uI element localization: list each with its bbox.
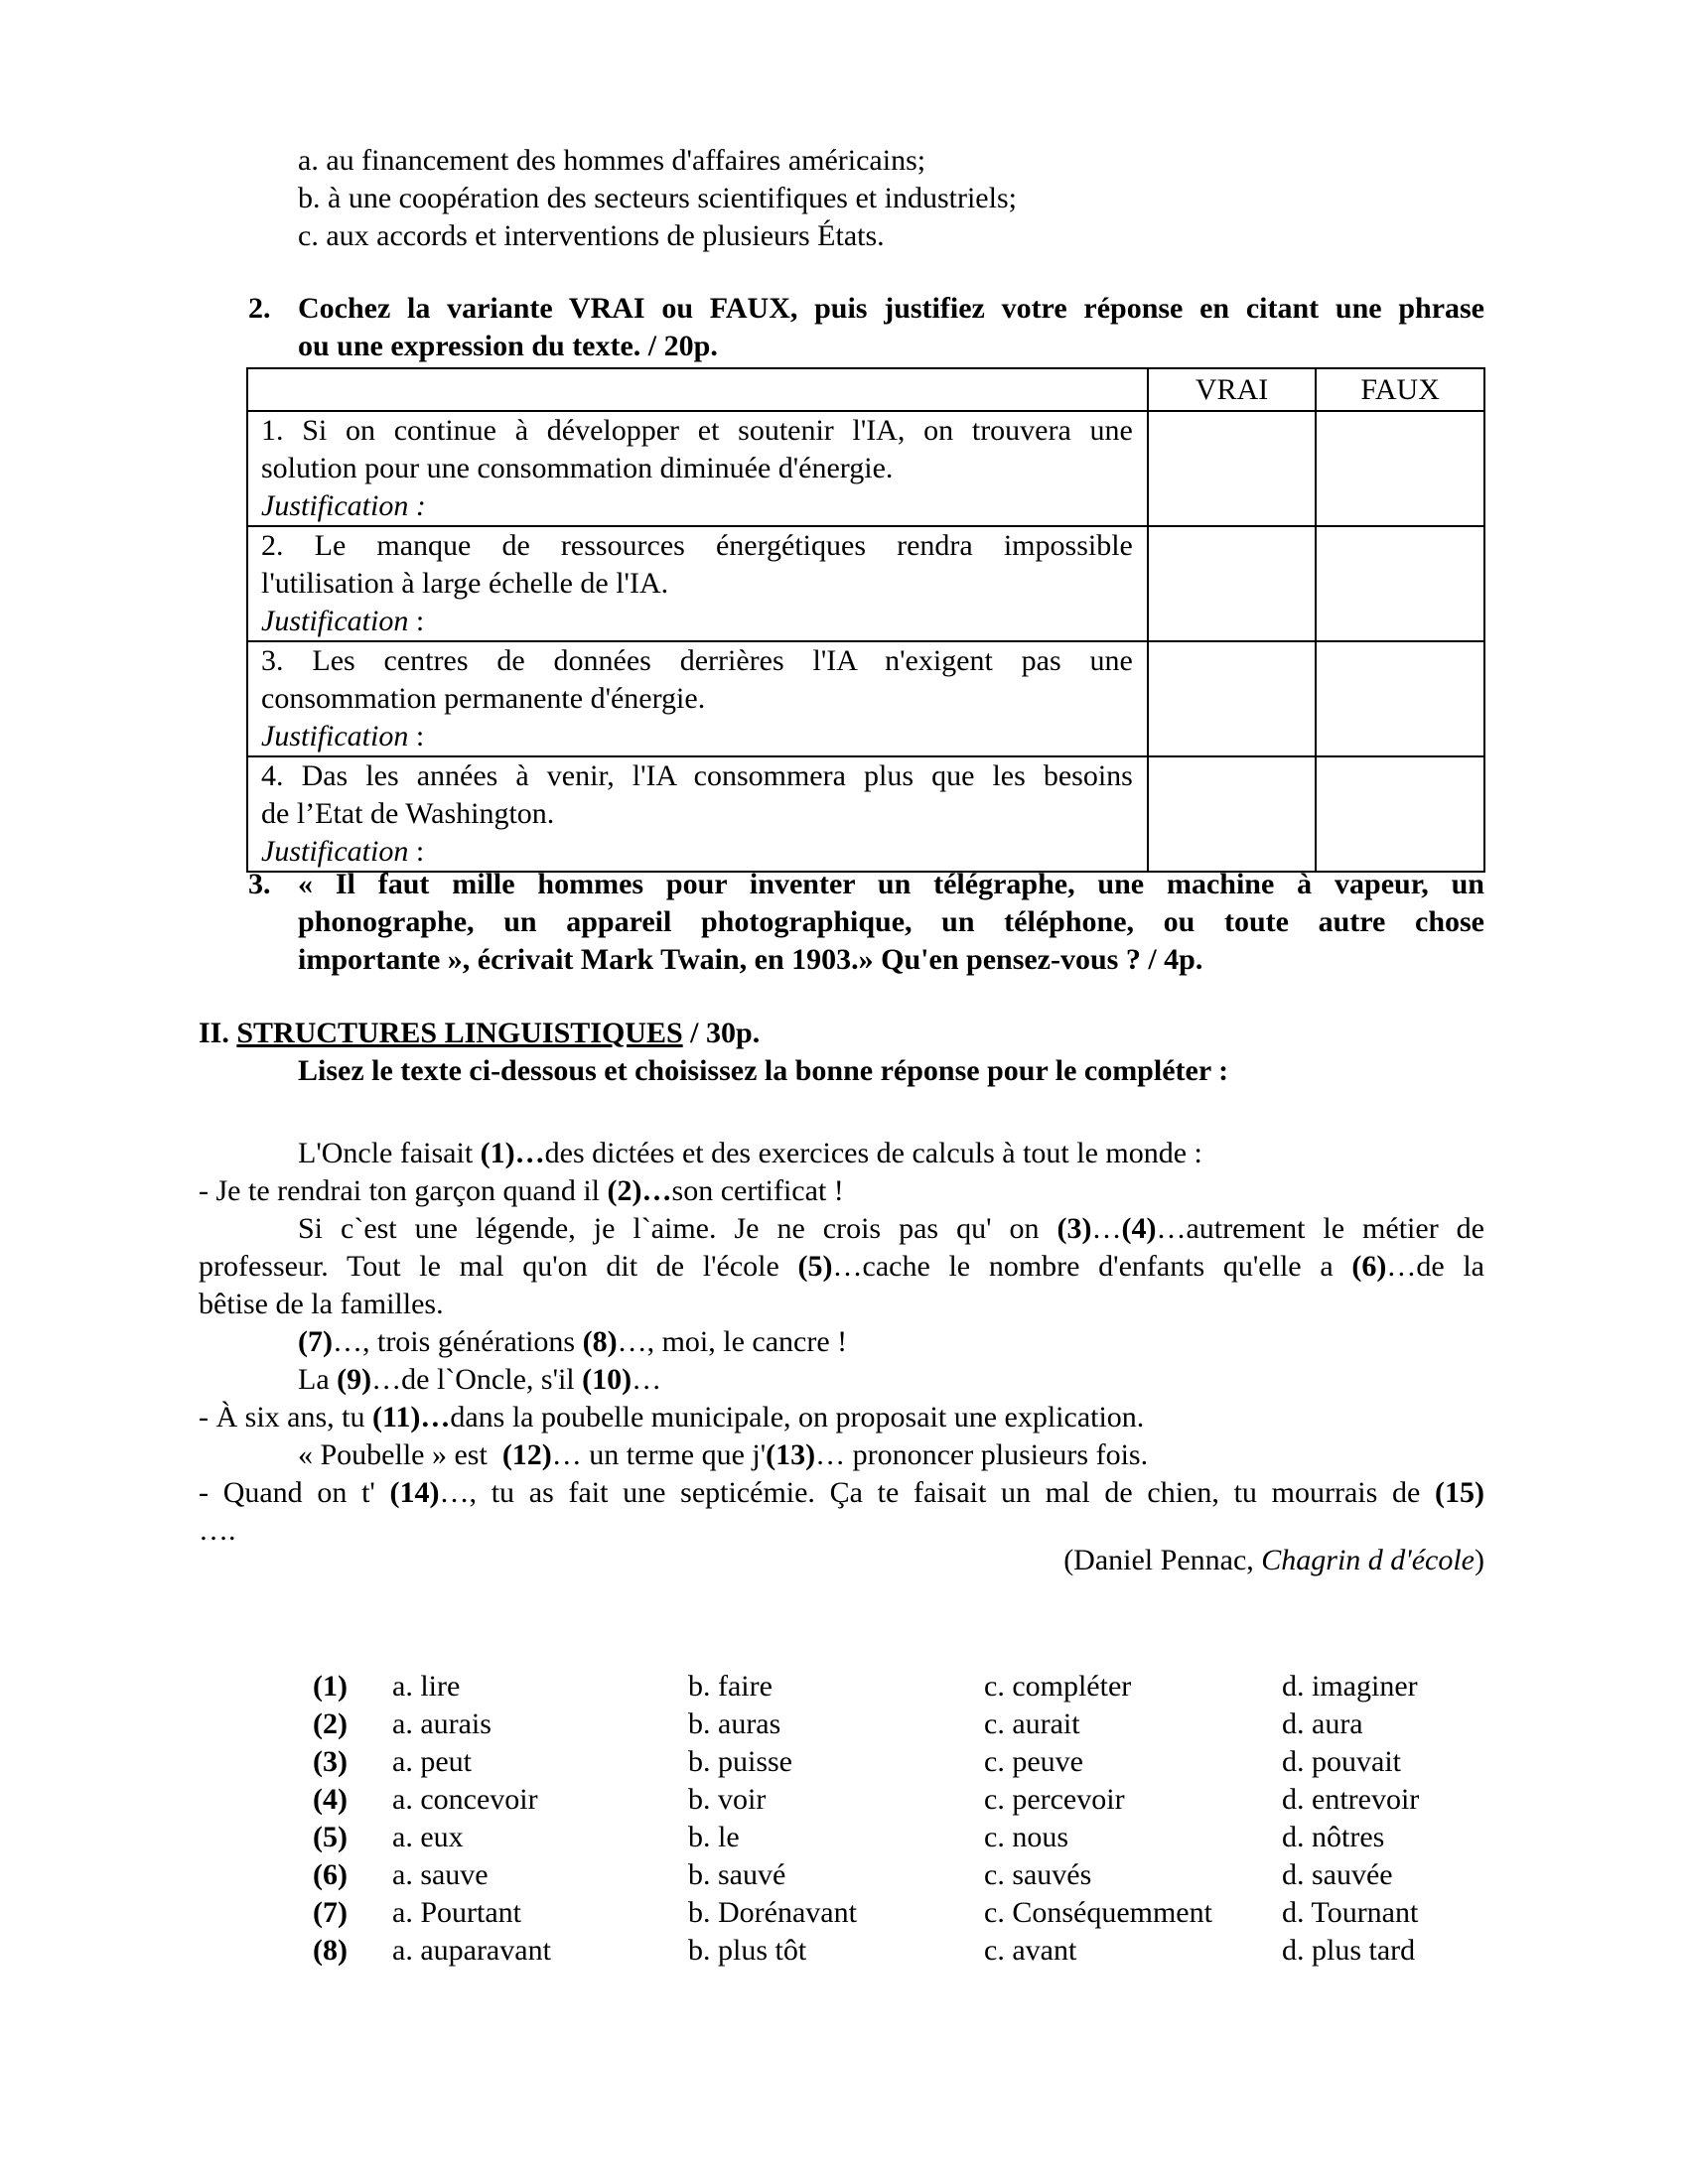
statement-text: 3. Les centres de données derrières l'IA n'exigent pas une bbox=[261, 644, 1133, 677]
text: …, trois générations bbox=[332, 1325, 583, 1358]
choice-option-d[interactable]: d. plus tard bbox=[1282, 1934, 1416, 1967]
table-row bbox=[247, 641, 1484, 756]
section-name: STRUCTURES LINGUISTIQUES bbox=[236, 1017, 683, 1049]
text: Si c`est une légende, je l`aime. Je ne crois pas qu' on bbox=[298, 1212, 1057, 1245]
section-instruction: Lisez le texte ci-dessous et choisissez la bonne réponse pour le compléter : bbox=[298, 1054, 1229, 1087]
vrai-checkbox-cell[interactable] bbox=[1148, 641, 1316, 756]
choice-number: (3) bbox=[313, 1745, 348, 1778]
passage-line bbox=[199, 1399, 1484, 1436]
blank-3: (3) bbox=[1056, 1212, 1092, 1245]
q3-number: 3. bbox=[248, 868, 271, 900]
choice-option-b[interactable]: b. le bbox=[688, 1821, 740, 1853]
statement-text: 4. Das les années à venir, l'IA consommera plus que les besoins bbox=[261, 759, 1133, 792]
choice-option-a[interactable]: a. aurais bbox=[392, 1707, 492, 1740]
choice-option-a[interactable]: a. sauve bbox=[392, 1858, 489, 1891]
choice-option-d[interactable]: d. Tournant bbox=[1282, 1896, 1419, 1929]
choice-option-c[interactable]: c. peuve bbox=[984, 1745, 1083, 1778]
table-row bbox=[247, 526, 1484, 641]
text: … bbox=[632, 1363, 662, 1396]
q3-line1: « Il faut mille hommes pour inventer un télégraphe, une machine à vapeur, un bbox=[298, 868, 1484, 900]
blank-9: (9) bbox=[337, 1363, 372, 1396]
source-author: (Daniel Pennac, bbox=[1063, 1544, 1262, 1576]
section-number: II. bbox=[199, 1017, 237, 1049]
choice-number: (8) bbox=[313, 1934, 348, 1967]
faux-checkbox-cell[interactable] bbox=[1316, 411, 1484, 526]
choice-option-b[interactable]: b. plus tôt bbox=[688, 1934, 807, 1967]
passage-line bbox=[199, 1474, 1484, 1512]
choice-option-c[interactable]: c. Conséquemment bbox=[984, 1896, 1212, 1929]
passage-line bbox=[199, 1135, 1484, 1172]
choice-option-a[interactable]: a. Pourtant bbox=[392, 1896, 521, 1929]
blank-15: (15) bbox=[1435, 1476, 1484, 1509]
choice-option-b[interactable]: b. voir bbox=[688, 1783, 767, 1816]
passage-source bbox=[1063, 1542, 1484, 1579]
text: …, tu as fait une septicémie. Ça te faisait un mal de chien, tu mourrais de bbox=[439, 1476, 1436, 1509]
header-faux: FAUX bbox=[1316, 368, 1484, 411]
choice-option-b[interactable]: b. puisse bbox=[688, 1745, 792, 1778]
choice-row bbox=[313, 1743, 1480, 1781]
q1-option-c: c. aux accords et interventions de plusieurs États. bbox=[298, 219, 885, 252]
answer-choices-grid bbox=[313, 1668, 1480, 1970]
choice-option-a[interactable]: a. peut bbox=[392, 1745, 472, 1778]
text: - À six ans, tu bbox=[199, 1401, 372, 1433]
section-points: / 30p. bbox=[682, 1017, 761, 1049]
q3-line2: phonographe, un appareil photographique, un téléphone, ou toute autre chose bbox=[298, 905, 1484, 938]
blank-4: (4) bbox=[1121, 1212, 1157, 1245]
q2-instruction-line1: Cochez la variante VRAI ou FAUX, puis justifiez votre réponse en citant une phrase bbox=[298, 292, 1484, 325]
faux-checkbox-cell[interactable] bbox=[1316, 526, 1484, 641]
text: - Je te rendrai ton garçon quand il bbox=[199, 1174, 608, 1207]
cloze-passage bbox=[199, 1135, 1484, 1550]
choice-row bbox=[313, 1856, 1480, 1894]
justification-colon: : bbox=[408, 605, 425, 637]
faux-checkbox-cell[interactable] bbox=[1316, 756, 1484, 872]
statement-text: l'utilisation à large échelle de l'IA. bbox=[261, 567, 669, 600]
statement-text: solution pour une consommation diminuée d'énergie. bbox=[261, 452, 894, 484]
statement-text: 1. Si on continue à développer et soutenir l'IA, on trouvera une bbox=[261, 414, 1133, 447]
passage-line bbox=[199, 1210, 1484, 1248]
choice-row bbox=[313, 1819, 1480, 1856]
choice-option-c[interactable]: c. sauvés bbox=[984, 1858, 1092, 1891]
statement-cell bbox=[247, 756, 1148, 872]
text: L'Oncle faisait bbox=[298, 1137, 481, 1169]
blank-13: (13) bbox=[766, 1438, 816, 1471]
choice-option-a[interactable]: a. lire bbox=[392, 1670, 461, 1703]
choice-row bbox=[313, 1668, 1480, 1706]
statement-text: de l’Etat de Washington. bbox=[261, 797, 555, 830]
passage-line bbox=[199, 1436, 1484, 1474]
text: … un terme que j' bbox=[551, 1438, 767, 1471]
choice-row bbox=[313, 1894, 1480, 1932]
justification-colon: : bbox=[408, 835, 425, 868]
choice-number: (5) bbox=[313, 1821, 348, 1853]
choice-number: (6) bbox=[313, 1858, 348, 1891]
source-close: ) bbox=[1475, 1544, 1484, 1576]
text: des dictées et des exercices de calculs à tout le monde : bbox=[544, 1137, 1202, 1169]
blank-5: (5) bbox=[797, 1250, 833, 1283]
choice-number: (2) bbox=[313, 1707, 348, 1740]
statement-text: consommation permanente d'énergie. bbox=[261, 682, 706, 715]
q2-number: 2. bbox=[248, 292, 271, 325]
choice-option-b[interactable]: b. faire bbox=[688, 1670, 773, 1703]
blank-7: (7) bbox=[298, 1325, 333, 1358]
passage-line: bêtise de la familles. bbox=[199, 1288, 444, 1320]
table-row bbox=[247, 756, 1484, 872]
choice-option-d[interactable]: d. sauvée bbox=[1282, 1858, 1393, 1891]
choice-option-c[interactable]: c. avant bbox=[984, 1934, 1077, 1967]
table-row bbox=[247, 411, 1484, 526]
choice-option-d[interactable]: d. imaginer bbox=[1282, 1670, 1418, 1703]
vrai-checkbox-cell[interactable] bbox=[1148, 756, 1316, 872]
choice-option-b[interactable]: b. auras bbox=[688, 1707, 781, 1740]
q1-option-a: a. au financement des hommes d'affaires américains; bbox=[298, 144, 926, 177]
justification-word: Justification bbox=[261, 835, 409, 868]
passage-line bbox=[199, 1323, 1484, 1361]
blank-6: (6) bbox=[1351, 1250, 1387, 1283]
statement-cell bbox=[247, 526, 1148, 641]
blank-12: (12) bbox=[501, 1438, 552, 1471]
q3-line3: importante », écrivait Mark Twain, en 1903.» Qu'en pensez-vous ? / 4p. bbox=[298, 943, 1203, 976]
blank-10: (10) bbox=[582, 1363, 633, 1396]
choice-option-c[interactable]: c. nous bbox=[984, 1821, 1068, 1853]
justification-label: Justification : bbox=[261, 489, 426, 522]
text: …de la bbox=[1386, 1250, 1484, 1283]
q1-option-b: b. à une coopération des secteurs scientifiques et industriels; bbox=[298, 182, 1017, 214]
choice-option-c[interactable]: c. percevoir bbox=[984, 1783, 1125, 1816]
blank-14: (14) bbox=[389, 1476, 440, 1509]
passage-line: …. bbox=[199, 1514, 236, 1547]
choice-row bbox=[313, 1932, 1480, 1970]
header-vrai: VRAI bbox=[1148, 368, 1316, 411]
blank-11: (11)… bbox=[372, 1401, 451, 1433]
text: son certificat ! bbox=[671, 1174, 844, 1207]
text: - Quand on t' bbox=[199, 1476, 390, 1509]
choice-option-b[interactable]: b. sauvé bbox=[688, 1858, 786, 1891]
text: dans la poubelle municipale, on proposait une explication. bbox=[450, 1401, 1145, 1433]
blank-1: (1)… bbox=[480, 1137, 545, 1169]
text: « Poubelle » est bbox=[298, 1438, 502, 1471]
choice-option-b[interactable]: b. Dorénavant bbox=[688, 1896, 857, 1929]
statement-cell bbox=[247, 411, 1148, 526]
passage-line bbox=[199, 1361, 1484, 1399]
section-title bbox=[199, 1015, 760, 1052]
choice-option-c[interactable]: c. aurait bbox=[984, 1707, 1080, 1740]
faux-checkbox-cell[interactable] bbox=[1316, 641, 1484, 756]
header-statement-cell bbox=[247, 368, 1148, 411]
choice-option-d[interactable]: d. pouvait bbox=[1282, 1745, 1401, 1778]
choice-option-d[interactable]: d. aura bbox=[1282, 1707, 1363, 1740]
text: … prononcer plusieurs fois. bbox=[815, 1438, 1149, 1471]
vrai-checkbox-cell[interactable] bbox=[1148, 526, 1316, 641]
choice-number: (7) bbox=[313, 1896, 348, 1929]
text: …autrement le métier de bbox=[1156, 1212, 1484, 1245]
choice-row bbox=[313, 1781, 1480, 1819]
choice-number: (4) bbox=[313, 1783, 348, 1816]
choice-option-d[interactable]: d. nôtres bbox=[1282, 1821, 1385, 1853]
source-title: Chagrin d d'école bbox=[1261, 1544, 1475, 1576]
choice-option-a[interactable]: a. eux bbox=[392, 1821, 464, 1853]
q2-instruction-line2: ou une expression du texte. / 20p. bbox=[298, 330, 718, 362]
text: …cache le nombre d'enfants qu'elle a bbox=[832, 1250, 1352, 1283]
choice-option-c[interactable]: c. compléter bbox=[984, 1670, 1132, 1703]
choice-option-d[interactable]: d. entrevoir bbox=[1282, 1783, 1420, 1816]
blank-8: (8) bbox=[582, 1325, 618, 1358]
text: …de l`Oncle, s'il bbox=[371, 1363, 583, 1396]
choice-row bbox=[313, 1706, 1480, 1743]
passage-line bbox=[199, 1248, 1484, 1286]
justification-colon: : bbox=[408, 720, 425, 752]
justification-word: Justification bbox=[261, 605, 409, 637]
choice-option-a[interactable]: a. concevoir bbox=[392, 1783, 538, 1816]
text: professeur. Tout le mal qu'on dit de l'école bbox=[199, 1250, 798, 1283]
justification-label bbox=[261, 718, 1133, 755]
justification-word: Justification bbox=[261, 720, 409, 752]
justification-label bbox=[261, 603, 1133, 640]
choice-option-a[interactable]: a. auparavant bbox=[392, 1934, 551, 1967]
text: … bbox=[1091, 1212, 1122, 1245]
choice-number: (1) bbox=[313, 1670, 348, 1703]
statement-text: 2. Le manque de ressources énergétiques rendra impossible bbox=[261, 529, 1133, 562]
true-false-table bbox=[246, 367, 1485, 873]
text: …, moi, le cancre ! bbox=[617, 1325, 848, 1358]
blank-2: (2)… bbox=[607, 1174, 672, 1207]
table-header-row bbox=[247, 368, 1484, 411]
text: La bbox=[298, 1363, 338, 1396]
passage-line bbox=[199, 1172, 1484, 1210]
vrai-checkbox-cell[interactable] bbox=[1148, 411, 1316, 526]
statement-cell bbox=[247, 641, 1148, 756]
